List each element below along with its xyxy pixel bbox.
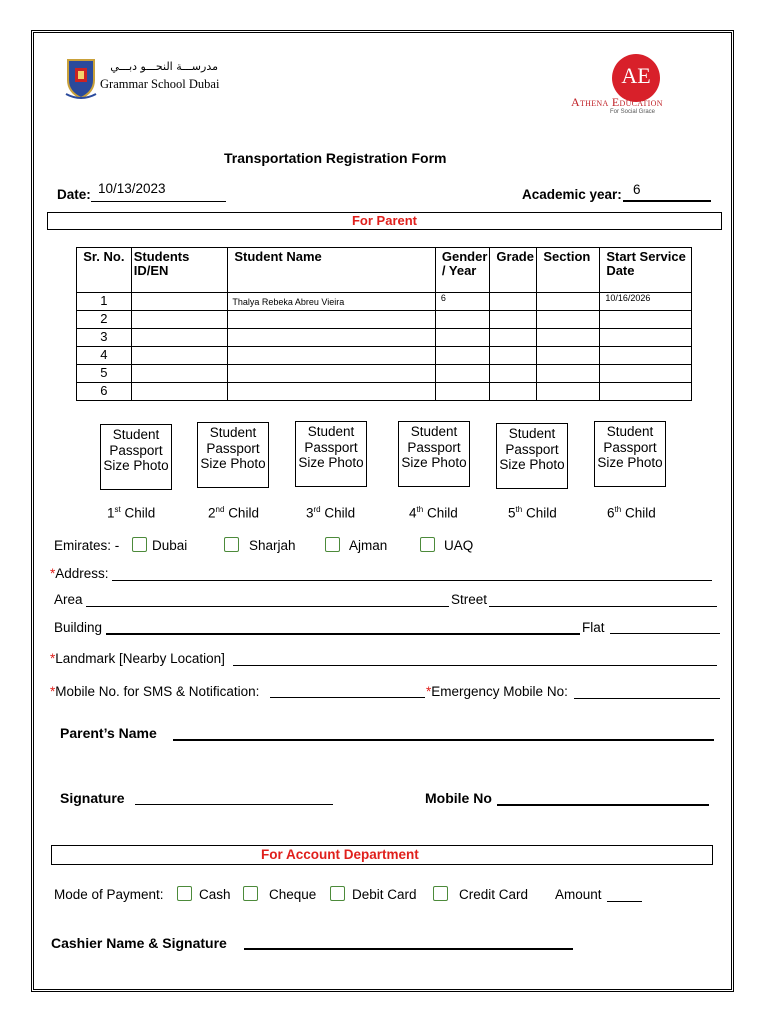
cell-start[interactable] xyxy=(600,383,692,401)
academic-year-label: Academic year: xyxy=(522,187,622,202)
table-row xyxy=(77,347,692,365)
cell-id[interactable] xyxy=(131,329,228,347)
cell-grade[interactable] xyxy=(490,347,537,365)
photo-box-4[interactable]: Student Passport Size Photo xyxy=(398,421,470,487)
sharjah-label: Sharjah xyxy=(249,538,296,553)
debit-card-label: Debit Card xyxy=(352,887,417,902)
cell-start[interactable]: 10/16/2026 xyxy=(600,293,692,311)
col-section: Section xyxy=(537,248,600,293)
cell-grade[interactable] xyxy=(490,329,537,347)
parent-name-label: Parent’s Name xyxy=(60,725,157,741)
cell-section[interactable] xyxy=(537,329,600,347)
col-sr-no: Sr. No. xyxy=(77,248,132,293)
table-row xyxy=(77,329,692,347)
for-parent-banner: For Parent xyxy=(47,212,722,230)
parent-name-input[interactable] xyxy=(173,739,714,741)
cell-grade[interactable] xyxy=(490,383,537,401)
flat-input[interactable] xyxy=(610,633,720,634)
payment-mode-label: Mode of Payment: xyxy=(54,887,164,902)
cell-sr: 3 xyxy=(77,329,132,347)
cell-start[interactable] xyxy=(600,311,692,329)
cell-id[interactable] xyxy=(131,365,228,383)
col-start-date: Start Service Date xyxy=(600,248,692,293)
col-student-id: Students ID/EN xyxy=(131,248,228,293)
cell-start[interactable] xyxy=(600,365,692,383)
cell-name[interactable] xyxy=(228,329,436,347)
landmark-label: *Landmark [Nearby Location] xyxy=(50,651,225,666)
street-label: Street xyxy=(451,592,488,607)
cell-gender[interactable] xyxy=(435,311,490,329)
dubai-checkbox[interactable] xyxy=(132,537,147,552)
address-input[interactable] xyxy=(112,580,712,581)
cell-name[interactable] xyxy=(228,347,436,365)
date-label: Date: xyxy=(57,187,91,202)
table-row xyxy=(77,365,692,383)
cell-section[interactable] xyxy=(537,311,600,329)
school-arabic-name: مدرســـة النحـــو دبـــي xyxy=(110,60,218,73)
cell-gender[interactable] xyxy=(435,383,490,401)
date-line xyxy=(91,201,226,202)
building-input[interactable] xyxy=(106,633,580,635)
cell-sr: 5 xyxy=(77,365,132,383)
athena-tagline: For Social Grace xyxy=(610,109,656,115)
cell-id[interactable] xyxy=(131,347,228,365)
emergency-label: *Emergency Mobile No: xyxy=(426,684,568,699)
credit-card-checkbox[interactable] xyxy=(433,886,448,901)
child-label-2: 2nd Child xyxy=(208,505,259,521)
child-label-1: 1st Child xyxy=(107,505,156,521)
cell-section[interactable] xyxy=(537,293,600,311)
table-row xyxy=(77,383,692,401)
ajman-checkbox[interactable] xyxy=(325,537,340,552)
cell-start[interactable] xyxy=(600,347,692,365)
date-value[interactable]: 10/13/2023 xyxy=(98,181,166,196)
cell-gender[interactable] xyxy=(435,365,490,383)
table-row xyxy=(77,293,692,311)
cash-label: Cash xyxy=(199,887,231,902)
emirates-label: Emirates: - xyxy=(54,538,120,553)
area-label: Area xyxy=(54,592,83,607)
amount-label: Amount xyxy=(555,887,602,902)
cell-id[interactable] xyxy=(131,293,228,311)
signature-input[interactable] xyxy=(135,804,333,805)
cell-start[interactable] xyxy=(600,329,692,347)
academic-year-value[interactable]: 6 xyxy=(633,182,641,197)
building-label: Building xyxy=(54,620,103,635)
area-input[interactable] xyxy=(86,606,449,607)
signature-label: Signature xyxy=(60,790,125,806)
table-header-row xyxy=(77,248,692,293)
school-english-name: Grammar School Dubai xyxy=(100,77,220,91)
cell-sr: 2 xyxy=(77,311,132,329)
emergency-input[interactable] xyxy=(574,698,720,699)
child-label-6: 6th Child xyxy=(607,505,656,521)
cash-checkbox[interactable] xyxy=(177,886,192,901)
col-grade: Grade xyxy=(490,248,537,293)
athena-name: Athena Education xyxy=(571,95,663,109)
photo-box-2[interactable]: Student Passport Size Photo xyxy=(197,422,269,488)
cheque-label: Cheque xyxy=(269,887,317,902)
ajman-label: Ajman xyxy=(349,538,388,553)
photo-box-6[interactable]: Student Passport Size Photo xyxy=(594,421,666,487)
cell-grade[interactable] xyxy=(490,293,537,311)
cell-name[interactable] xyxy=(228,311,436,329)
flat-label: Flat xyxy=(582,620,605,635)
cell-sr: 1 xyxy=(77,293,132,311)
cell-gender[interactable] xyxy=(435,329,490,347)
athena-logo-icon: AE xyxy=(612,54,660,102)
cell-gender[interactable] xyxy=(435,347,490,365)
cell-gender[interactable]: 6 xyxy=(435,293,490,311)
dubai-label: Dubai xyxy=(152,538,188,553)
uaq-checkbox[interactable] xyxy=(420,537,435,552)
cell-name[interactable] xyxy=(228,365,436,383)
cashier-label: Cashier Name & Signature xyxy=(51,935,227,951)
cell-grade[interactable] xyxy=(490,311,537,329)
uaq-label: UAQ xyxy=(444,538,474,553)
child-label-4: 4th Child xyxy=(409,505,458,521)
cell-sr: 6 xyxy=(77,383,132,401)
mobile-no-label: Mobile No xyxy=(425,790,492,806)
cell-section[interactable] xyxy=(537,383,600,401)
cell-grade[interactable] xyxy=(490,365,537,383)
table-row xyxy=(77,311,692,329)
cell-section[interactable] xyxy=(537,347,600,365)
cell-id[interactable] xyxy=(131,311,228,329)
photo-box-5[interactable]: Student Passport Size Photo xyxy=(496,423,568,489)
students-table xyxy=(76,247,692,401)
mobile-sms-label: *Mobile No. for SMS & Notification: xyxy=(50,684,260,699)
landmark-input[interactable] xyxy=(233,665,717,666)
col-student-name: Student Name xyxy=(228,248,436,293)
mobile-no-input[interactable] xyxy=(497,804,709,806)
account-department-banner: For Account Department xyxy=(51,845,713,865)
photo-box-3[interactable]: Student Passport Size Photo xyxy=(295,421,367,487)
cell-name[interactable]: Thalya Rebeka Abreu Vieira xyxy=(228,293,436,311)
mobile-sms-input[interactable] xyxy=(270,697,425,698)
street-input[interactable] xyxy=(489,606,717,607)
photo-box-1[interactable]: Student Passport Size Photo xyxy=(100,424,172,490)
child-label-5: 5th Child xyxy=(508,505,557,521)
cell-id[interactable] xyxy=(131,383,228,401)
cheque-checkbox[interactable] xyxy=(243,886,258,901)
credit-card-label: Credit Card xyxy=(459,887,529,902)
cell-sr: 4 xyxy=(77,347,132,365)
form-title: Transportation Registration Form xyxy=(224,150,447,166)
cell-section[interactable] xyxy=(537,365,600,383)
child-label-3: 3rd Child xyxy=(306,505,356,521)
amount-input[interactable] xyxy=(607,901,642,902)
academic-year-line xyxy=(623,200,711,202)
address-label: *Address: xyxy=(50,566,109,581)
sharjah-checkbox[interactable] xyxy=(224,537,239,552)
debit-card-checkbox[interactable] xyxy=(330,886,345,901)
cashier-input[interactable] xyxy=(244,948,573,950)
col-gender-year: Gender / Year xyxy=(435,248,490,293)
cell-name[interactable] xyxy=(228,383,436,401)
school-crest-icon xyxy=(64,54,98,100)
